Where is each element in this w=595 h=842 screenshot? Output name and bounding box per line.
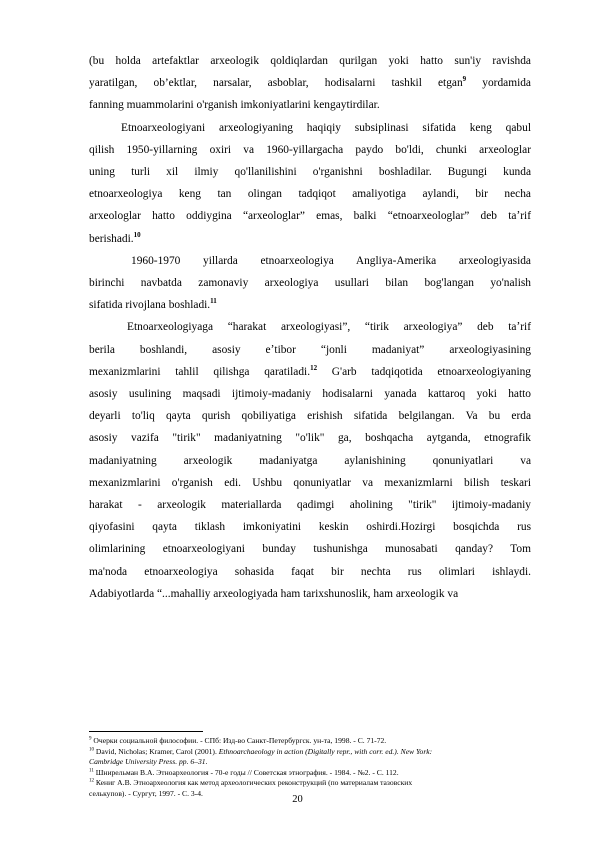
footnote-number: 12 (89, 778, 94, 784)
text-line (89, 427, 531, 449)
text-line (89, 316, 531, 338)
text-run: Etnoarxeologiyani arxeologiyaning haqiqiy subsiplinasi sifatida keng qabul (121, 121, 531, 134)
document-body (89, 50, 531, 605)
text-run: mexanizmlarini tahlil qilishga qaratiladi. (89, 365, 311, 378)
footnote-line (89, 736, 531, 747)
paragraph-3 (89, 250, 531, 317)
footnote-line (89, 747, 531, 758)
text-run: (bu holda artefaktlar arxeologik qoldiqlardan qurilgan yoki hatto sun'iy ravishda (89, 55, 531, 67)
text-line (89, 250, 531, 272)
text-line (89, 339, 531, 361)
text-run: asosiy usulining maqsadi ijtimoiy-madaniy hodisalarni yanada kattaroq yoki hatto (89, 388, 531, 401)
text-run: deyarli to'liq qayta qurish qobiliyatiga erishish sifatida belgilangan. Va bu erda (89, 410, 531, 423)
text-run: yordamida (466, 77, 531, 90)
text-run: asosiy vazifa "tirik" madaniyatning "o'lik" ga, boshqacha aytganda, etnografik (89, 432, 531, 445)
footnote-ref[interactable]: 9 (462, 75, 467, 84)
text-line (89, 361, 531, 383)
page-number: 20 (292, 794, 303, 805)
text-line (89, 583, 531, 605)
text-run: arxeologlar hatto oddiygina “arxeologlar” emas, balki “etnoarxeologlar” deb taʼrif (89, 210, 531, 223)
footnote-line (89, 757, 531, 768)
text-line (89, 272, 531, 294)
paragraph-1 (89, 50, 531, 117)
text-run: etnoarxeologiya keng tan olingan tadqiqot amaliyotiga aylandi, bir necha (89, 188, 531, 201)
paragraph-2 (89, 117, 531, 250)
footnote-italic-text: Cambridge University Press. pp. 6–31. (89, 757, 208, 767)
text-line (89, 94, 531, 116)
footnote-italic-text: Ethnoarchaeology in action (Digitally repr., with corr. ed.). New York: (218, 746, 433, 756)
footnote-ref[interactable]: 11 (210, 297, 217, 306)
text-line (89, 139, 531, 161)
text-line (89, 561, 531, 583)
text-run: 1960-1970 yillarda etnoarxeologiya Angliya-Amerika arxeologiyasida (131, 254, 531, 267)
text-line (89, 472, 531, 494)
footnote-text: Кениг А.В. Этноархеология как метод археологических реконструкций (по материалам тазовских (94, 778, 413, 788)
footnote-rule (89, 731, 203, 732)
footnote-list (89, 736, 531, 800)
text-line (89, 494, 531, 516)
footnote-text: Шнирельман В.А. Этноархеология - 70-е годы // Советская этнография. - 1984. - №2. - С. 112. (93, 767, 399, 777)
text-run: madaniyatning arxeologik madaniyatga aylanishining qonuniyatlari va (89, 454, 531, 467)
text-run: ma'noda etnoarxeologiya sohasida faqat bir nechta rus olimlari ishlaydi. (89, 565, 531, 578)
text-line (89, 383, 531, 405)
text-line (89, 405, 531, 427)
text-run: mexanizmlarini o'rganish edi. Ushbu qonuniyatlar va mexanizmlarni bilish teskari (89, 476, 531, 489)
text-run: qilish 1950-yillarning oxiri va 1960-yillargacha paydo bo'ldi, chunki arxeologlar (89, 143, 531, 156)
footnote-text: David, Nicholas; Kramer, Carol (2001). (94, 746, 219, 756)
text-run: G'arb tadqiqotida etnoarxeologiyaning (317, 365, 531, 378)
paragraphs-container (89, 50, 531, 605)
text-run: uning turli xil ilmiy qo'llanilishini o'rganishni boshladilar. Bugungi kunda (89, 166, 531, 179)
text-run: qiyofasini qayta tiklash imkoniyatini keskin oshirdi.Hozirgi bosqichda rus (89, 521, 531, 534)
text-run: sifatida rivojlana boshladi. (89, 299, 211, 312)
text-line (89, 516, 531, 538)
footnote-number: 10 (89, 747, 94, 753)
text-line (89, 117, 531, 139)
text-run: harakat - arxeologik materiallarda qadimgi aholining "tirik" ijtimoiy-madaniy (89, 499, 531, 512)
text-run: olimlarining etnoarxeologiyani bunday tushunishga munosabati qanday? Tom (89, 543, 531, 556)
footnotes (89, 731, 531, 800)
text-line (89, 50, 531, 72)
footnote-ref[interactable]: 12 (310, 364, 318, 373)
text-run: Adabiyotlarda “...mahalliy arxeologiyada ham tarixshunoslik, ham arxeologik va (89, 587, 459, 600)
text-run: berishadi. (89, 232, 134, 245)
text-line (89, 205, 531, 227)
text-line (89, 72, 531, 94)
text-run: fanning muammolarini o'rganish imkoniyatlarini kengaytirdilar. (89, 99, 380, 112)
text-run: birinchi navbatda zamonaviy arxeologiya usullari bilan bog'langan yo'nalish (89, 277, 531, 290)
text-run: berila boshlandi, asosiy eʼtibor “jonli madaniyat” arxeologiyasining (89, 343, 531, 356)
footnote-ref[interactable]: 10 (133, 230, 141, 239)
text-line (89, 183, 531, 205)
text-line (89, 450, 531, 472)
footnote-line (89, 778, 531, 789)
footnote-text: селькупов). - Сургут, 1997. - С. 3-4. (89, 788, 203, 798)
footnote-number: 9 (89, 736, 92, 742)
text-run: Etnoarxeologiyaga “harakat arxeologiyasi”, “tirik arxeologiya” deb taʼrif (127, 321, 531, 334)
text-line (89, 228, 531, 250)
text-line (89, 538, 531, 560)
paragraph-4 (89, 316, 531, 605)
footnote-text: Очерки социальной философии. - СПб: Изд-во Санкт-Петербургск. ун-та, 1998. - С. 71-72. (91, 736, 387, 745)
footnote-line (89, 768, 531, 779)
text-run: yaratilgan, ob’ektlar, narsalar, asboblar, hodisalarni tashkil etgan (89, 77, 463, 90)
text-line (89, 161, 531, 183)
text-line (89, 294, 531, 316)
footnote-number: 11 (89, 768, 94, 774)
